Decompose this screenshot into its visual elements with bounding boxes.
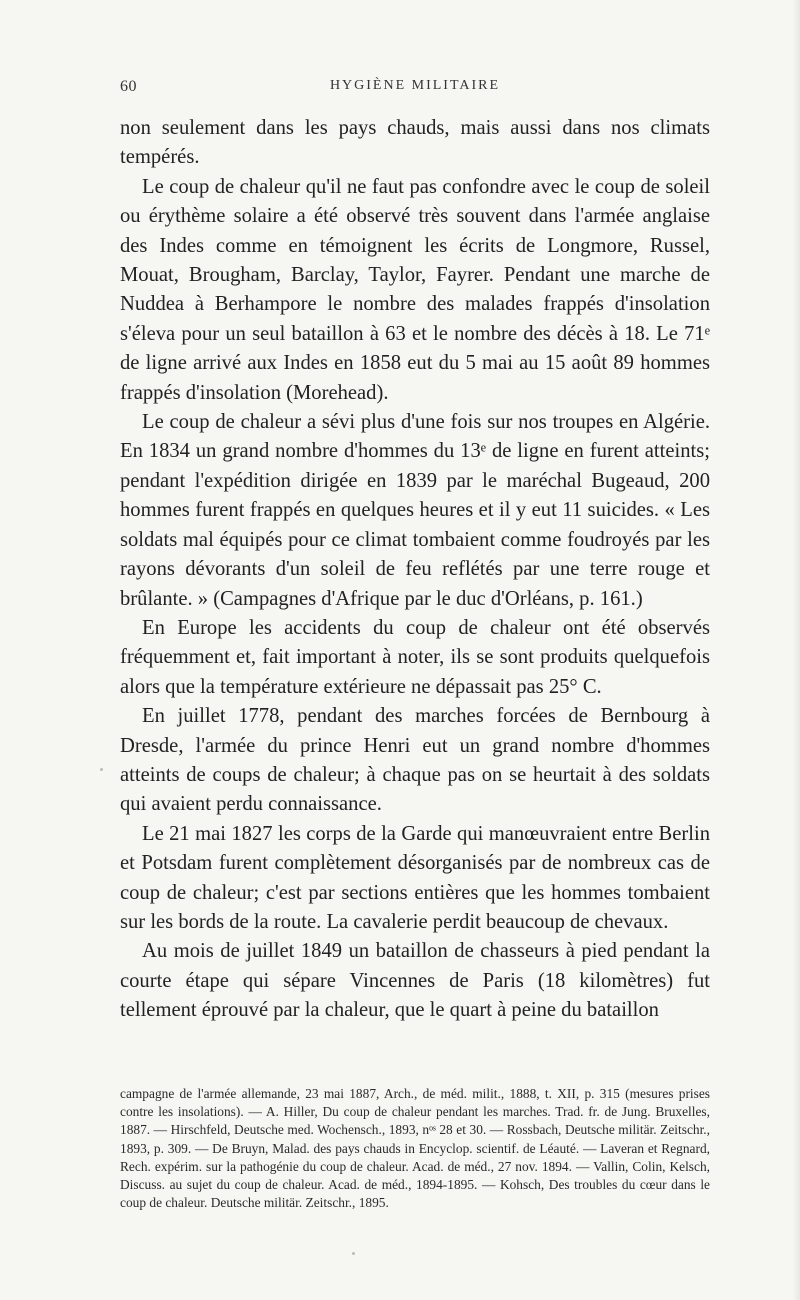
paragraph-5: En juillet 1778, pendant des marches forcées de Bernbourg à Dresde, l'armée du prince Henri eut un grand nombre d'hommes atteints de coups de chaleur; à chaque pas on se heurtait à des soldats qui avaient perdu connaissance.: [120, 705, 710, 816]
paragraph-1: non seulement dans les pays chauds, mais aussi dans nos climats tempérés.: [120, 117, 710, 169]
page-edge-shadow: [792, 0, 800, 1300]
paragraph-2: Le coup de chaleur qu'il ne faut pas confondre avec le coup de soleil ou érythème solaire a été observé très souvent dans l'armée anglaise des Indes comme en témoignent les écrits de Longmore, Russel, Mouat, Brougham, Barclay, Taylor, Fayrer. Pendant une marche de Nuddea à Berhampore le nombre des malades frappés d'insolation s'éleva pour un seul bataillon à 63 et le nombre des décès à 18. Le 71ᵉ de ligne arrivé aux Indes en 1858 eut du 5 mai au 15 août 89 hommes frappés d'insolation (Morehead).: [120, 175, 710, 404]
page-number: 60: [120, 78, 137, 95]
page-header: [120, 78, 710, 100]
paper-speck: [352, 1252, 355, 1255]
paragraph-4: En Europe les accidents du coup de chaleur ont été observés fréquemment et, fait important à noter, ils se sont produits quelquefois alors que la température extérieure ne dépassait pas 25° C.: [120, 616, 710, 698]
body-text: [120, 114, 710, 1026]
paragraph-3: Le coup de chaleur a sévi plus d'une fois sur nos troupes en Algérie. En 1834 un grand nombre d'hommes du 13ᵉ de ligne en furent atteints; pendant l'expédition dirigée en 1839 par le maréchal Bugeaud, 200 hommes furent frappés en quelques heures et il y eut 11 suicides. « Les soldats mal équipés pour ce climat tombaient comme foudroyés par les rayons dévorants d'un soleil de feu reflétés par une terre rouge et brûlante. » (Campagnes d'Afrique par le duc d'Orléans, p. 161.): [120, 411, 710, 610]
footnote-block: [120, 1085, 710, 1212]
paper-speck: [100, 768, 103, 771]
running-head: HYGIÈNE MILITAIRE: [329, 78, 501, 93]
paragraph-7: Au mois de juillet 1849 un bataillon de chasseurs à pied pendant la courte étape qui sépare Vincennes de Paris (18 kilomètres) fut tellement éprouvé par la chaleur, que le quart à peine du bataillon: [120, 940, 710, 1022]
paragraph-6: Le 21 mai 1827 les corps de la Garde qui manœuvraient entre Berlin et Potsdam furent complètement désorganisés par de nombreux cas de coup de chaleur; c'est par sections entières que les hommes tombaient sur les bords de la route. La cavalerie perdit beaucoup de chevaux.: [120, 822, 710, 933]
footnote: campagne de l'armée allemande, 23 mai 1887, Arch., de méd. milit., 1888, t. XII, p. 315 (mesures prises contre les insolations). — A. Hiller, Du coup de chaleur pendant les marches. Trad. fr. de Jung. Bruxelles, 1887. — Hirschfeld, Deutsche med. Wochensch., 1893, nᵒˢ 28 et 30. — Rossbach, Deutsche militär. Zeitschr., 1893, p. 309. — De Bruyn, Malad. des pays chauds in Encyclop. scientif. de Léauté. — Laveran et Regnard, Rech. expérim. sur la pathogénie du coup de chaleur. Acad. de méd., 27 nov. 1894. — Vallin, Colin, Kelsch, Discuss. au sujet du coup de chaleur. Acad. de méd., 1894-1895. — Kohsch, Des troubles du cœur dans le coup de chaleur. Deutsche militär. Zeitschr., 1895.: [120, 1086, 710, 1211]
